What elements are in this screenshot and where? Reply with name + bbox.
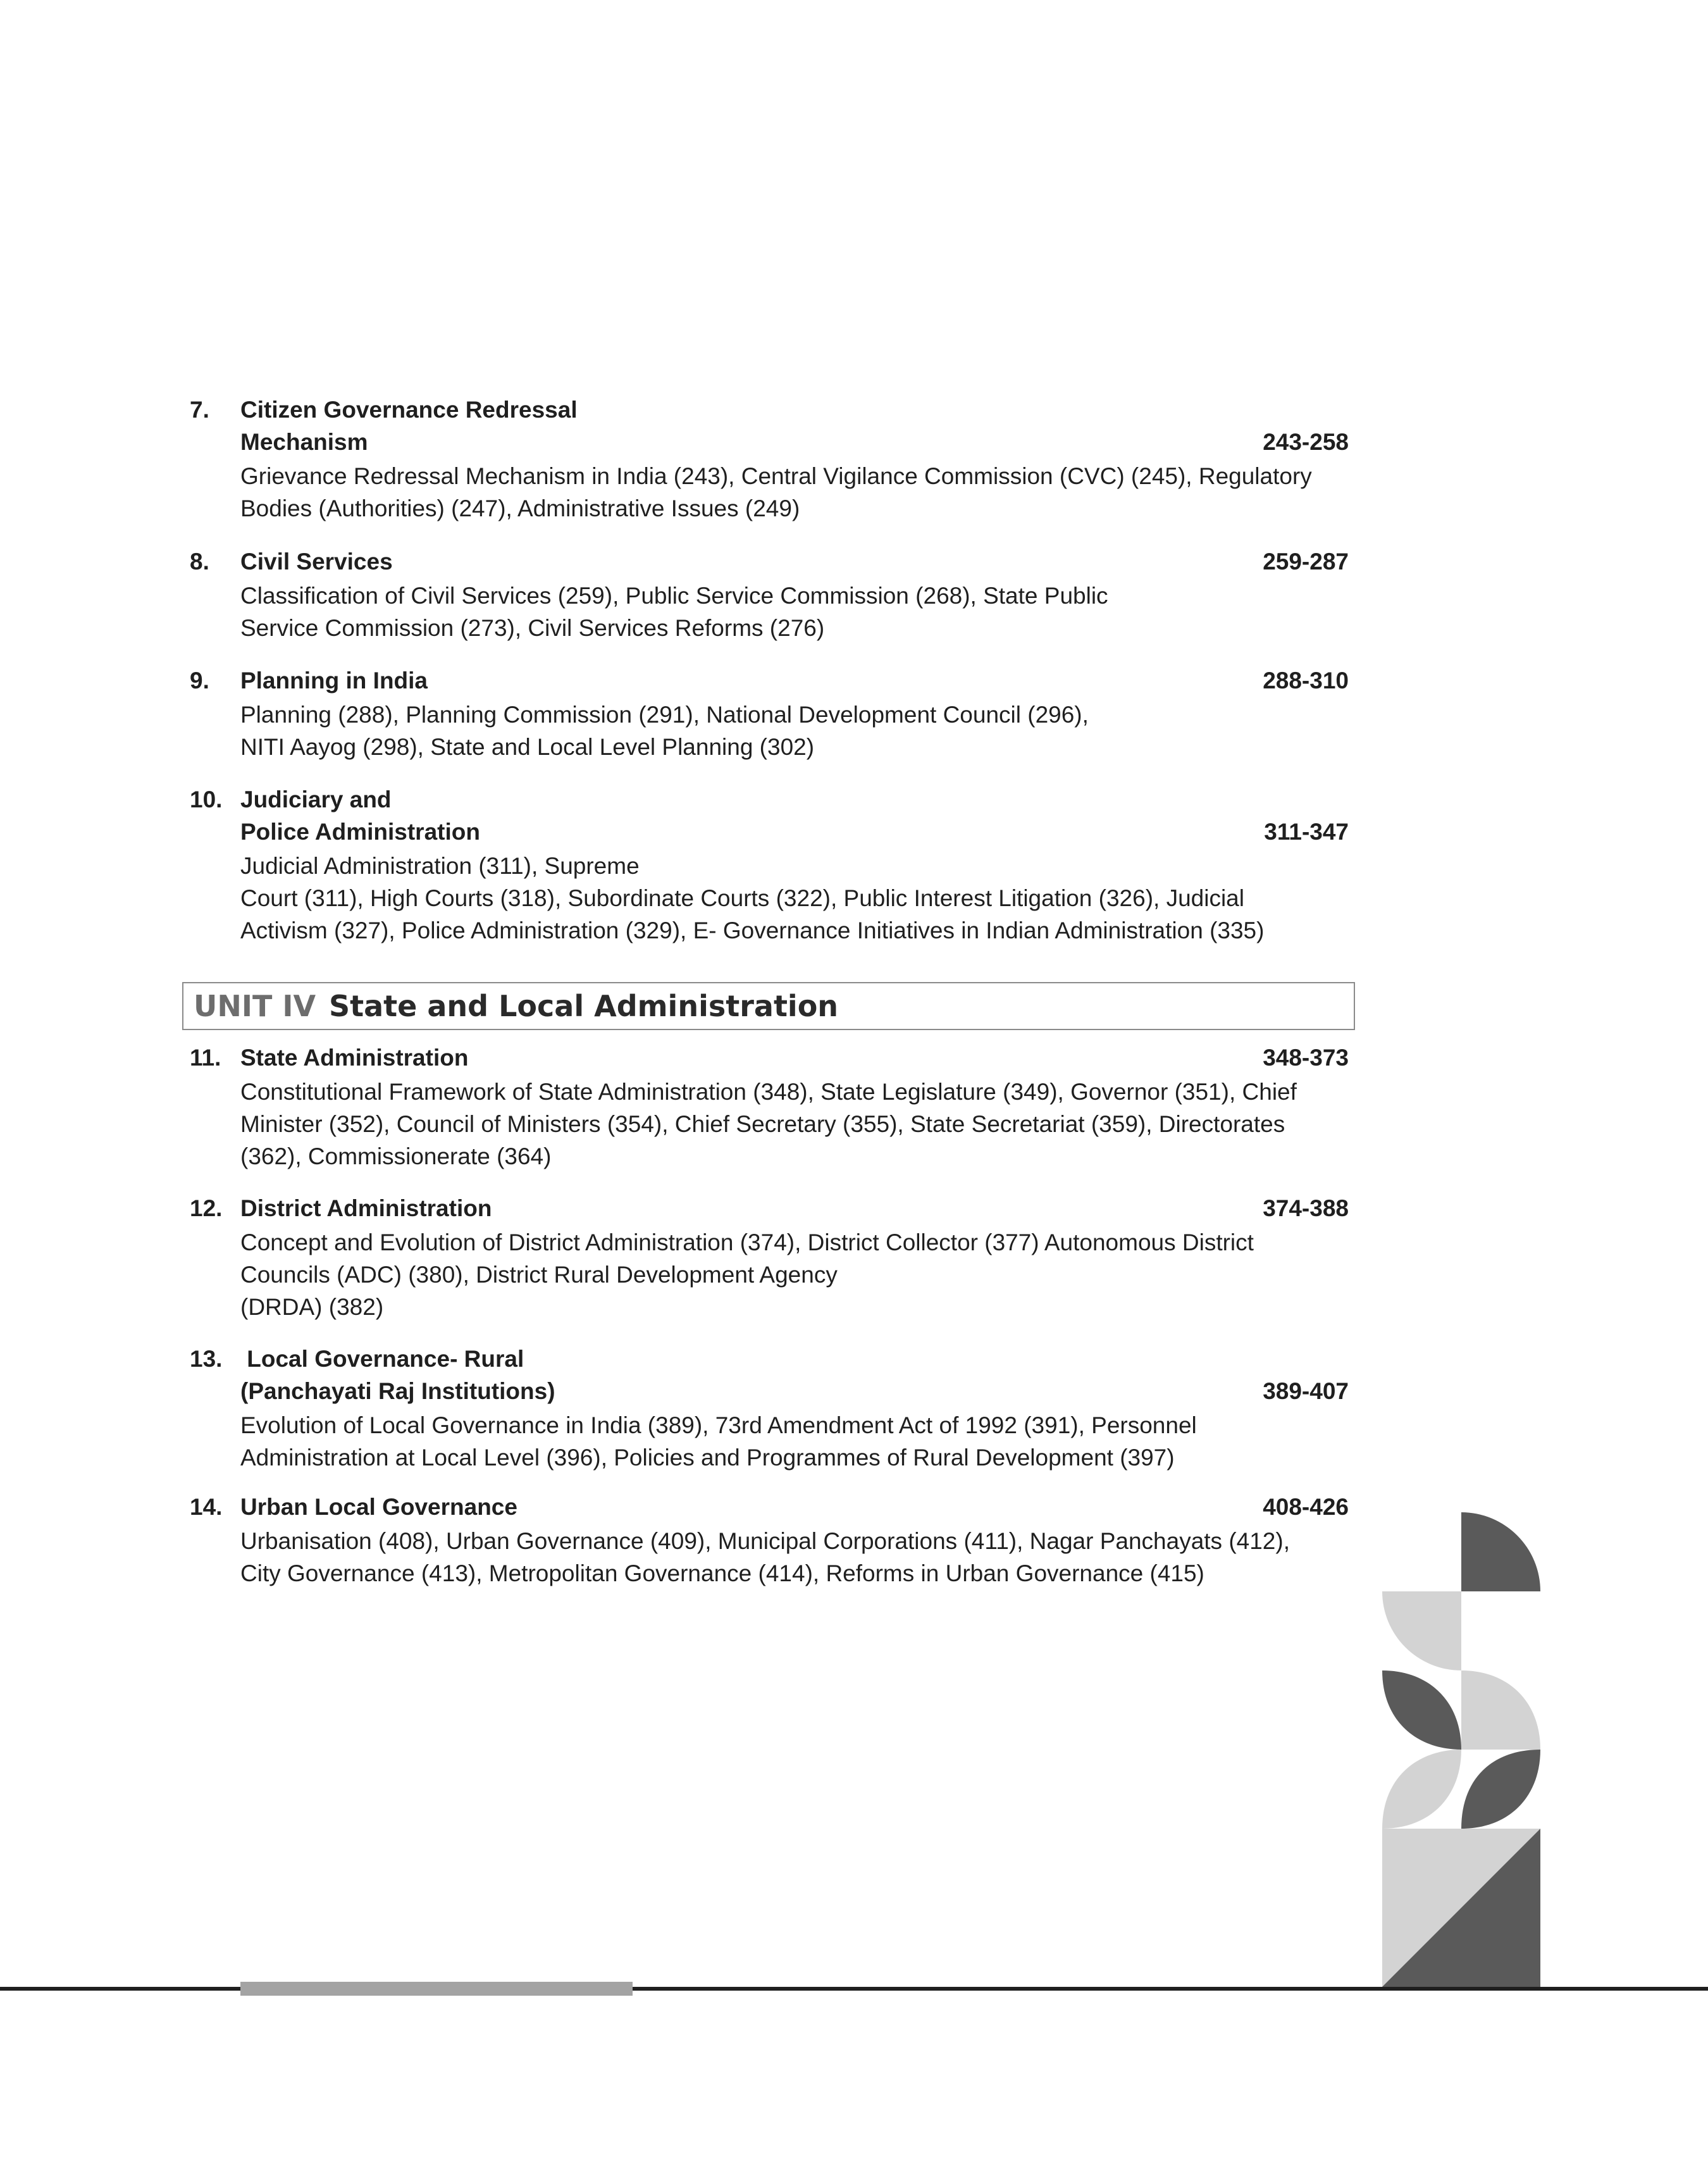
entry-title — [240, 1491, 1347, 1523]
entry-title — [240, 545, 1347, 578]
dark-leaf-left — [1382, 1670, 1461, 1750]
entry-description — [240, 1076, 1347, 1172]
entry-title — [240, 394, 1347, 458]
light-leaf-lower — [1382, 1750, 1461, 1829]
unit-title: State and Local Administration — [329, 989, 839, 1023]
description-line: (362), Commissionerate (364) — [240, 1143, 552, 1169]
title-line: Police Administration — [240, 819, 480, 845]
description-line: Bodies (Authorities) (247), Administrative Issues (249) — [240, 495, 800, 521]
page-range: 374-388 — [1263, 1195, 1349, 1221]
description-line: Evolution of Local Governance in India (389), 73rd Amendment Act of 1992 (391), Personnel — [240, 1412, 1197, 1438]
title-line: (Panchayati Raj Institutions) — [240, 1378, 555, 1404]
entry-description — [240, 1226, 1347, 1323]
description-line: Grievance Redressal Mechanism in India (243), Central Vigilance Commission (CVC) (245), Regulatory — [240, 463, 1312, 489]
title-line: Judiciary and — [240, 787, 392, 812]
toc-entry-8[interactable] — [190, 545, 1347, 644]
entry-description — [240, 850, 1347, 947]
description-line: Councils (ADC) (380), District Rural Development Agency — [240, 1262, 838, 1288]
title-line: Citizen Governance Redressal — [240, 397, 578, 423]
description-line: (DRDA) (382) — [240, 1294, 384, 1320]
description-line: Administration at Local Level (396), Policies and Programmes of Rural Development (397) — [240, 1445, 1175, 1471]
entry-number: 8. — [190, 549, 209, 575]
page-range: 243-258 — [1263, 429, 1349, 455]
description-line: Service Commission (273), Civil Services Reforms (276) — [240, 615, 825, 641]
page-range: 408-426 — [1263, 1494, 1349, 1520]
title-line: Planning in India — [240, 668, 428, 693]
description-line: Judicial Administration (311), Supreme — [240, 853, 640, 879]
entry-number: 12. — [190, 1195, 223, 1221]
title-line: Local Governance- Rural — [240, 1346, 524, 1372]
entry-title — [240, 1343, 1347, 1407]
entry-title — [240, 664, 1347, 697]
title-line: Mechanism — [240, 429, 368, 455]
toc-entry-7[interactable] — [190, 394, 1347, 525]
entry-description — [240, 1409, 1347, 1474]
entry-description — [240, 1525, 1347, 1589]
unit-heading — [182, 982, 1355, 1030]
unit-label: UNIT IV — [194, 989, 316, 1023]
title-line: Civil Services — [240, 549, 393, 575]
toc-entry-14[interactable] — [190, 1491, 1347, 1589]
page-range: 311-347 — [1264, 819, 1349, 845]
toc-entry-12[interactable] — [190, 1192, 1347, 1323]
dark-leaf-lower — [1461, 1750, 1540, 1829]
page-range: 288-310 — [1263, 668, 1349, 693]
entry-title — [240, 1042, 1347, 1074]
footer-accent-bar — [240, 1982, 633, 1996]
dark-quarter-circle — [1461, 1512, 1540, 1591]
entry-number: 9. — [190, 668, 209, 693]
description-line: Minister (352), Council of Ministers (354), Chief Secretary (355), State Secretariat (359), Directorates — [240, 1111, 1285, 1137]
toc-entry-9[interactable] — [190, 664, 1347, 763]
entry-number: 10. — [190, 787, 223, 812]
page-range: 389-407 — [1263, 1378, 1349, 1404]
decorative-shapes — [1379, 1512, 1544, 1993]
description-line: Activism (327), Police Administration (329), E- Governance Initiatives in Indian Administration (335) — [240, 917, 1265, 943]
entry-description — [240, 460, 1347, 525]
entry-title — [240, 1192, 1347, 1224]
entry-title — [240, 783, 1347, 848]
entry-description — [240, 699, 1347, 763]
description-line: Urbanisation (408), Urban Governance (409), Municipal Corporations (411), Nagar Panchayats (412), — [240, 1528, 1290, 1554]
description-line: City Governance (413), Metropolitan Governance (414), Reforms in Urban Governance (415) — [240, 1560, 1204, 1586]
title-line: Urban Local Governance — [240, 1494, 517, 1520]
entry-number: 13. — [190, 1346, 223, 1372]
description-line: Planning (288), Planning Commission (291), National Development Council (296), — [240, 702, 1089, 728]
toc-entry-11[interactable] — [190, 1042, 1347, 1172]
description-line: Court (311), High Courts (318), Subordinate Courts (322), Public Interest Litigation (326), Judicial — [240, 885, 1244, 911]
entry-number: 7. — [190, 397, 209, 423]
light-quarter-circle — [1382, 1591, 1461, 1670]
page-range: 348-373 — [1263, 1045, 1349, 1071]
entry-description — [240, 580, 1347, 644]
title-line: District Administration — [240, 1195, 492, 1221]
description-line: Concept and Evolution of District Administration (374), District Collector (377) Autonomous District — [240, 1229, 1254, 1255]
toc-entry-13[interactable] — [190, 1343, 1347, 1474]
toc-entry-10[interactable] — [190, 783, 1347, 947]
title-line: State Administration — [240, 1045, 469, 1071]
entry-number: 14. — [190, 1494, 223, 1520]
light-leaf-right — [1461, 1670, 1540, 1750]
entry-number: 11. — [190, 1045, 221, 1071]
description-line: NITI Aayog (298), State and Local Level Planning (302) — [240, 734, 815, 760]
description-line: Classification of Civil Services (259), Public Service Commission (268), State Public — [240, 583, 1108, 609]
page-range: 259-287 — [1263, 549, 1349, 575]
description-line: Constitutional Framework of State Administration (348), State Legislature (349), Governor (351), Chief — [240, 1079, 1297, 1105]
